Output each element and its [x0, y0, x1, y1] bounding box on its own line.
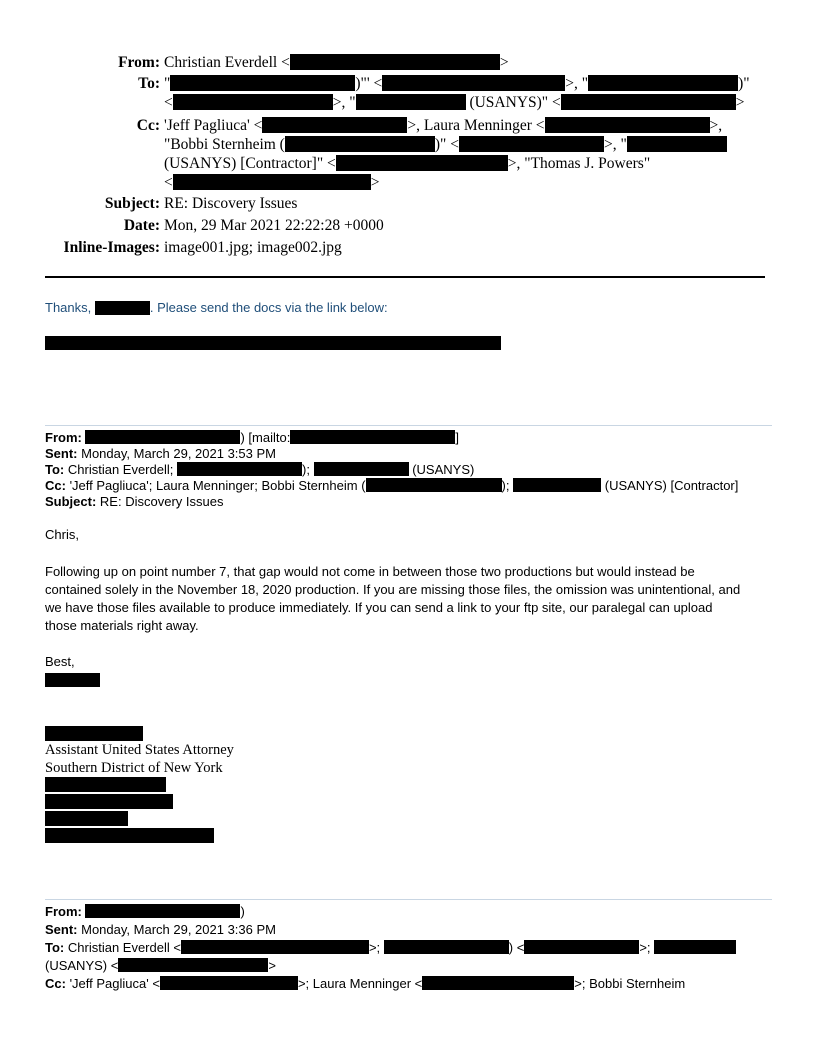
redaction — [181, 940, 369, 954]
redacted-link — [45, 336, 501, 350]
msg1-cc: Cc: 'Jeff Pagliuca'; Laura Menninger; Bobbi Sternheim ( ); (USANYS) [Contractor] — [45, 478, 739, 493]
msg2-to-cont: (USANYS) < > — [45, 958, 276, 973]
to-label: To: — [138, 75, 160, 92]
redaction — [170, 75, 355, 91]
header-divider — [45, 276, 765, 278]
cc-line-3: (USANYS) [Contractor]" < >, "Thomas J. Powers" — [164, 155, 651, 172]
redaction — [459, 136, 604, 152]
redaction — [177, 462, 302, 476]
message-divider — [45, 425, 772, 426]
redaction — [160, 976, 298, 990]
cc-line-1: 'Jeff Pagliuca' < >, Laura Menninger < >, — [164, 117, 723, 134]
msg1-to: To: Christian Everdell; ); (USANYS) — [45, 462, 475, 477]
redaction — [45, 726, 143, 741]
cc-line-4: < > — [164, 174, 380, 191]
redaction — [290, 430, 455, 444]
body-line: contained solely in the November 18, 2020 production. If you are missing those files, the omission was unintentional, and — [45, 582, 741, 597]
redaction — [173, 174, 371, 190]
redaction — [588, 75, 738, 91]
redaction — [356, 94, 466, 110]
reply-line: Thanks, . Please send the docs via the link below: — [45, 300, 388, 315]
message-divider — [45, 899, 772, 900]
date-label: Date: — [123, 217, 160, 234]
subject-label: Subject: — [104, 195, 160, 212]
cc-line-2: "Bobbi Sternheim ( )" < >, " — [164, 136, 727, 154]
redaction — [85, 904, 240, 918]
redaction — [336, 155, 508, 171]
redaction — [384, 940, 509, 954]
inline-images-label: Inline-Images: — [63, 239, 160, 256]
redaction — [45, 828, 214, 843]
redaction — [45, 777, 166, 792]
redaction — [85, 430, 240, 444]
msg1-sent: Sent: Monday, March 29, 2021 3:53 PM — [45, 446, 276, 461]
redaction — [627, 136, 727, 152]
redaction — [561, 94, 736, 110]
salutation: Chris, — [45, 527, 79, 542]
signature-office: Southern District of New York — [45, 760, 223, 776]
redaction — [285, 136, 435, 152]
subject-value: RE: Discovery Issues — [164, 195, 298, 212]
msg2-from: From: ) — [45, 904, 245, 919]
closing: Best, — [45, 654, 75, 669]
cc-label: Cc: — [136, 117, 160, 134]
msg1-from: From: ) [mailto: ] — [45, 430, 459, 445]
from-label: From: — [118, 54, 160, 71]
redaction — [513, 478, 601, 492]
body-line: we have those files available to produce immediately. If you can send a link to your ftp site, our paralegal can upload — [45, 600, 713, 615]
redaction — [262, 117, 407, 133]
inline-images-value: image001.jpg; image002.jpg — [164, 239, 342, 256]
redaction — [95, 301, 150, 315]
redaction — [422, 976, 574, 990]
redaction — [118, 958, 268, 972]
redaction — [173, 94, 333, 110]
msg2-cc: Cc: 'Jeff Pagliuca' < >; Laura Menninger < >; Bobbi Sternheim — [45, 976, 686, 991]
to-line-1: " )"' < >, " )" — [164, 75, 750, 92]
redaction — [382, 75, 565, 91]
body-line: Following up on point number 7, that gap would not come in between those two productions but would instead be — [45, 564, 695, 579]
redaction — [290, 54, 500, 70]
redaction — [654, 940, 736, 954]
body-line: those materials right away. — [45, 618, 199, 633]
redaction — [366, 478, 502, 492]
redaction — [314, 462, 409, 476]
redaction — [545, 117, 710, 133]
signature-title: Assistant United States Attorney — [45, 742, 234, 758]
redaction — [45, 811, 128, 826]
redaction — [45, 673, 100, 687]
redaction — [524, 940, 639, 954]
from-value: Christian Everdell < > — [164, 54, 509, 71]
msg1-subject: Subject: RE: Discovery Issues — [45, 494, 224, 509]
to-line-2: < >, " (USANYS)" < > — [164, 94, 745, 111]
msg2-to: To: Christian Everdell < >; ) < >; — [45, 940, 736, 955]
redaction — [45, 794, 173, 809]
date-value: Mon, 29 Mar 2021 22:22:28 +0000 — [164, 217, 384, 234]
msg2-sent: Sent: Monday, March 29, 2021 3:36 PM — [45, 922, 276, 937]
